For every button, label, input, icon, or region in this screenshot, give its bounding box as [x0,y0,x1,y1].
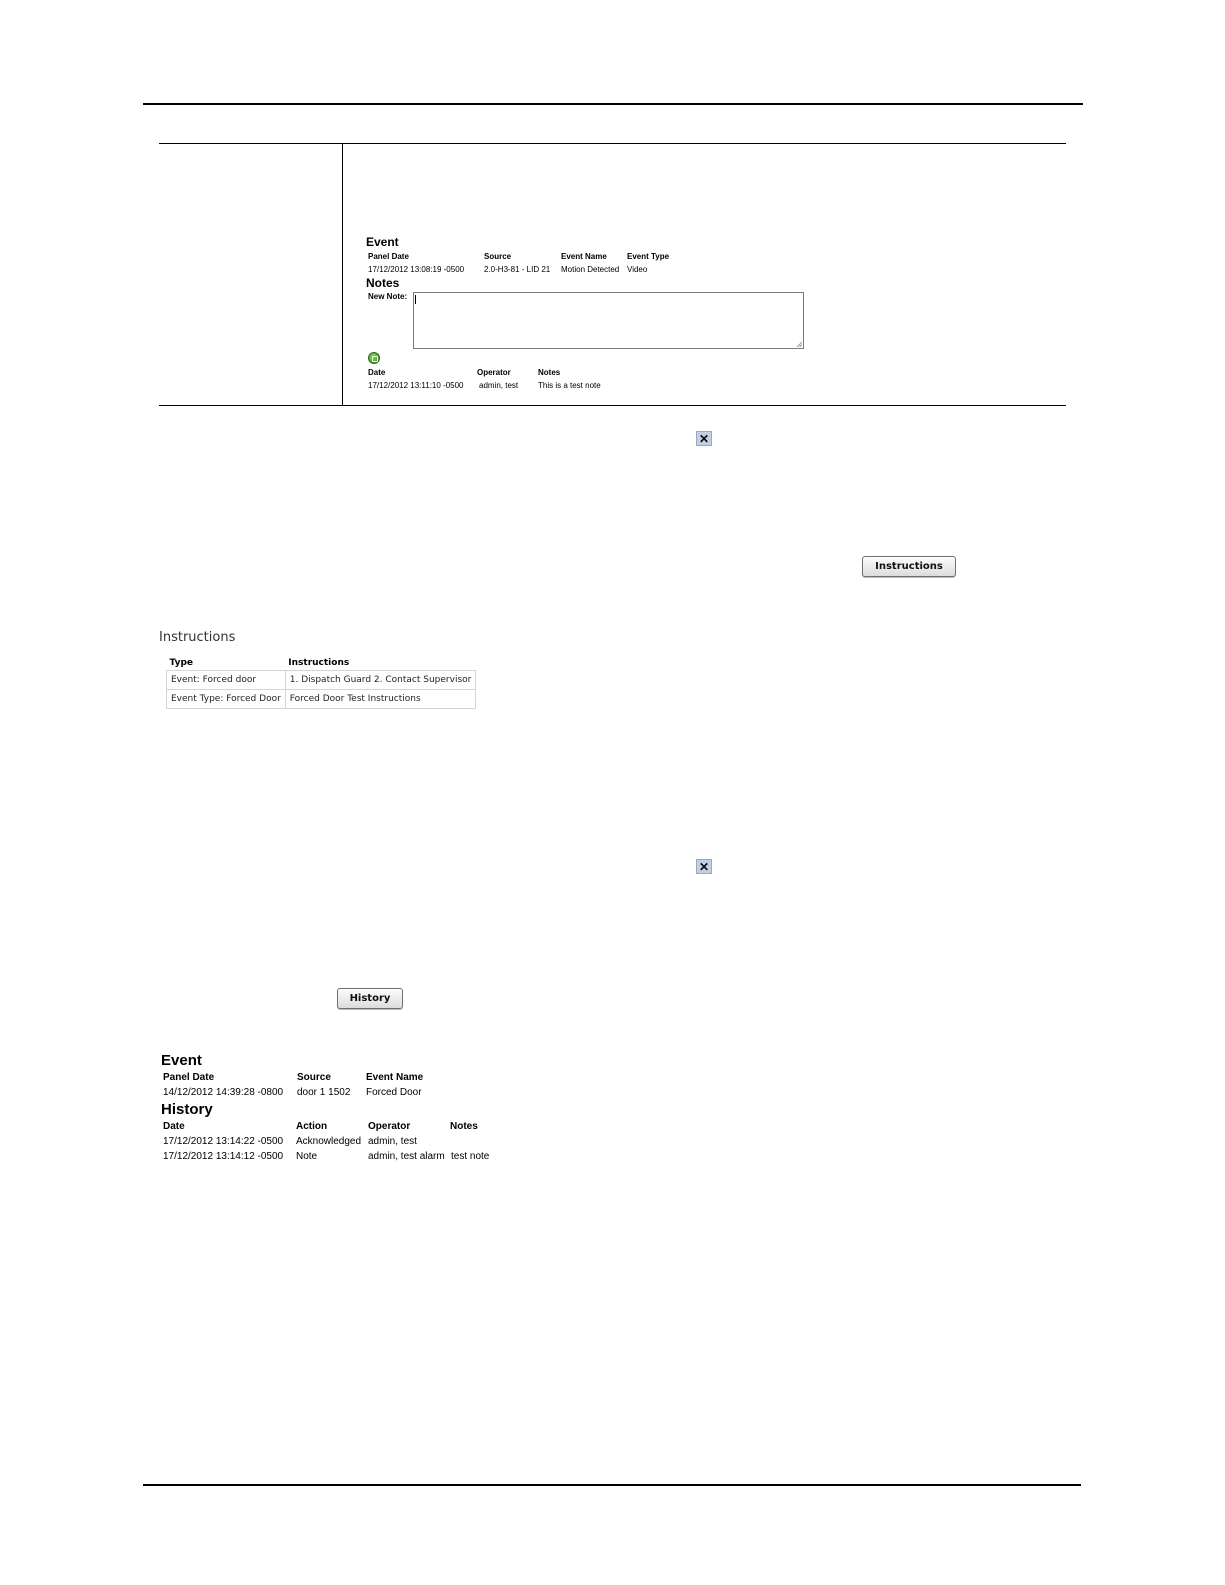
table-bottom-rule [159,405,1066,406]
close-icon[interactable]: ✕ [696,859,712,874]
note-operator: admin, test [479,381,519,390]
col-panel-date: Panel Date [368,252,409,261]
history-row1-operator: admin, test [368,1136,417,1147]
instructions-header-row [167,656,476,671]
table-row [167,671,476,690]
notes-col-date: Date [368,368,386,377]
close-icon[interactable]: ✕ [696,431,712,446]
history-col-event-name: Event Name [366,1072,424,1083]
table-column-divider [342,143,343,406]
col-event-type: Event Type [627,252,670,261]
history-row2-action: Note [296,1151,318,1162]
instructions-table [166,656,476,709]
event-heading: Event [366,235,399,249]
instructions-col-instructions: Instructions [288,657,350,668]
history-col-source: Source [297,1072,331,1083]
instructions-button[interactable]: Instructions [862,556,956,577]
history-row1-action: Acknowledged [296,1136,362,1147]
text-caret [415,295,416,304]
history-col-panel-date: Panel Date [163,1072,215,1083]
resize-grip-icon[interactable] [796,341,802,347]
instruction-text: Forced Door Test Instructions [285,690,476,709]
history-col-date: Date [163,1121,185,1132]
history-col-operator: Operator [368,1121,411,1132]
notes-col-operator: Operator [477,368,511,377]
footer-rule [143,1484,1081,1486]
note-text: This is a test note [538,381,601,390]
instructions-title: Instructions [159,630,236,645]
event-panel-date: 17/12/2012 13:08:19 -0500 [368,265,465,274]
history-event-date: 14/12/2012 14:39:28 -0800 [163,1087,284,1098]
notes-col-notes: Notes [538,368,561,377]
new-note-label: New Note: [368,292,408,301]
col-event-name: Event Name [561,252,607,261]
history-button[interactable]: History [337,988,403,1009]
history-event-name: Forced Door [366,1087,422,1098]
history-row2-operator: admin, test alarm [368,1151,445,1162]
history-row1-date: 17/12/2012 13:14:22 -0500 [163,1136,284,1147]
table-row [167,690,476,709]
header-rule [143,103,1083,105]
instruction-text: 1. Dispatch Guard 2. Contact Supervisor [285,671,476,690]
event-source: 2.0-H3-81 - LID 21 [484,265,551,274]
history-event-heading: Event [161,1052,202,1069]
history-event-source: door 1 1502 [297,1087,351,1098]
instruction-type: Event: Forced door [167,671,286,690]
history-col-action: Action [296,1121,328,1132]
history-col-notes: Notes [450,1121,478,1132]
event-name: Motion Detected [561,265,620,274]
history-row2-date: 17/12/2012 13:14:12 -0500 [163,1151,284,1162]
new-note-textarea[interactable] [413,292,804,349]
note-date: 17/12/2012 13:11:10 -0500 [368,381,464,390]
col-source: Source [484,252,512,261]
history-heading: History [161,1101,213,1118]
add-note-icon[interactable] [368,352,380,364]
instruction-type: Event Type: Forced Door [167,690,286,709]
table-top-rule [159,143,1066,144]
history-row2-notes: test note [451,1151,490,1162]
event-type: Video [627,265,648,274]
instructions-col-type: Type [169,657,193,668]
notes-heading: Notes [366,276,400,290]
